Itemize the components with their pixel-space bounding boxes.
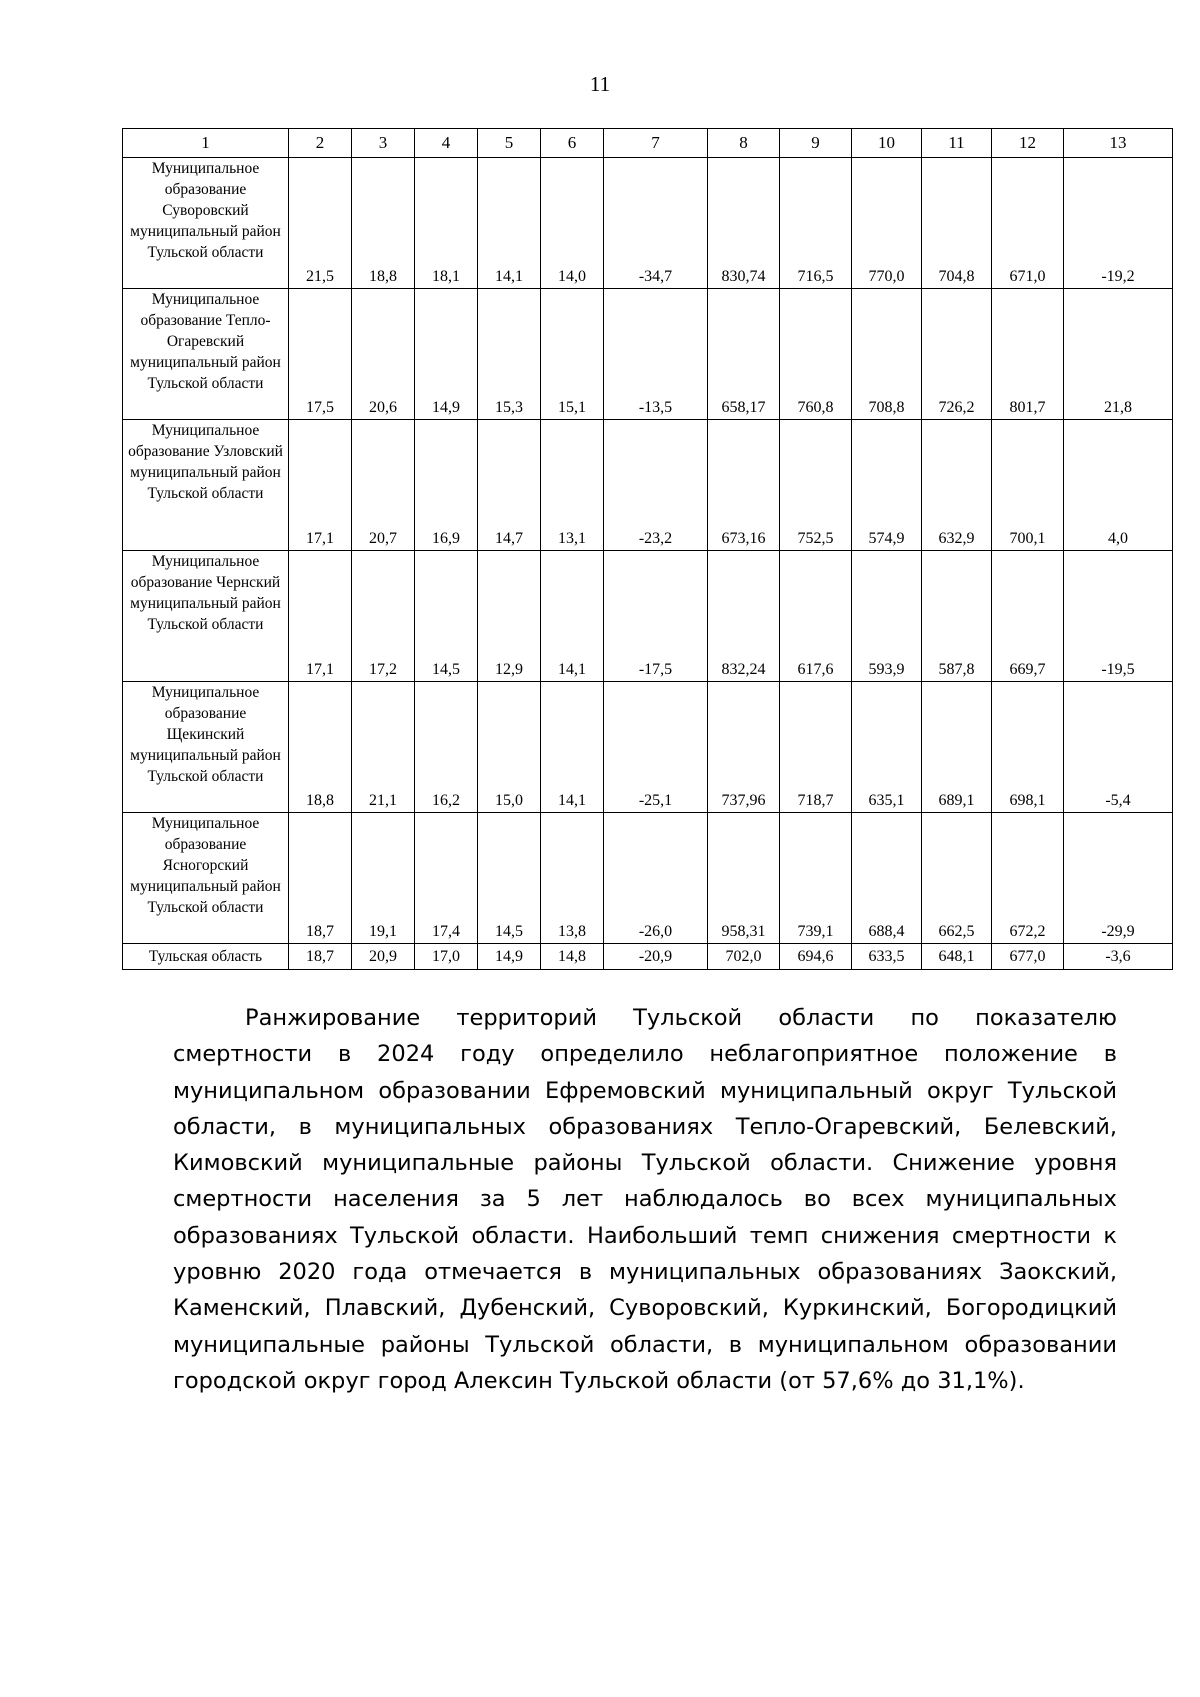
table-cell: -5,4 bbox=[1064, 682, 1173, 813]
table-cell: 677,0 bbox=[992, 944, 1064, 970]
table-cell: 700,1 bbox=[992, 420, 1064, 551]
territory-name: Муниципальное образование Щекинский муниципальный район Тульской области bbox=[123, 682, 289, 813]
table-cell: 16,2 bbox=[415, 682, 478, 813]
table-total-row bbox=[123, 944, 1173, 970]
header-row bbox=[123, 129, 1173, 158]
territory-name: Муниципальное образование Суворовский муниципальный район Тульской области bbox=[123, 158, 289, 289]
table-cell: 760,8 bbox=[780, 289, 852, 420]
table-cell: 617,6 bbox=[780, 551, 852, 682]
column-header: 7 bbox=[604, 129, 708, 158]
table-cell: 648,1 bbox=[922, 944, 992, 970]
table-cell: 704,8 bbox=[922, 158, 992, 289]
table-cell: 832,24 bbox=[708, 551, 780, 682]
table-body bbox=[123, 158, 1173, 970]
table-cell: 18,7 bbox=[289, 813, 352, 944]
table-cell: 17,4 bbox=[415, 813, 478, 944]
table-cell: 739,1 bbox=[780, 813, 852, 944]
column-header: 1 bbox=[123, 129, 289, 158]
table-cell: 20,6 bbox=[352, 289, 415, 420]
column-header: 9 bbox=[780, 129, 852, 158]
column-header: 4 bbox=[415, 129, 478, 158]
table-cell: 737,96 bbox=[708, 682, 780, 813]
table-cell: 17,2 bbox=[352, 551, 415, 682]
table-cell: 587,8 bbox=[922, 551, 992, 682]
table-cell: 17,0 bbox=[415, 944, 478, 970]
table-cell: 633,5 bbox=[852, 944, 922, 970]
table-header bbox=[123, 129, 1173, 158]
table-cell: 15,0 bbox=[478, 682, 541, 813]
column-header: 10 bbox=[852, 129, 922, 158]
territory-name: Муниципальное образование Ясногорский муниципальный район Тульской области bbox=[123, 813, 289, 944]
table-row bbox=[123, 551, 1173, 682]
table-cell: 635,1 bbox=[852, 682, 922, 813]
table-cell: -19,5 bbox=[1064, 551, 1173, 682]
table-cell: 14,7 bbox=[478, 420, 541, 551]
table-cell: 673,16 bbox=[708, 420, 780, 551]
table-cell: 14,1 bbox=[541, 682, 604, 813]
table-cell: 726,2 bbox=[922, 289, 992, 420]
table-cell: 14,1 bbox=[478, 158, 541, 289]
table-cell: 718,7 bbox=[780, 682, 852, 813]
table-cell: 688,4 bbox=[852, 813, 922, 944]
column-header: 3 bbox=[352, 129, 415, 158]
table-cell: 21,1 bbox=[352, 682, 415, 813]
table-cell: 574,9 bbox=[852, 420, 922, 551]
table-cell: -3,6 bbox=[1064, 944, 1173, 970]
table-row bbox=[123, 813, 1173, 944]
column-header: 8 bbox=[708, 129, 780, 158]
table-cell: 18,8 bbox=[352, 158, 415, 289]
territory-name: Муниципальное образование Узловский муниципальный район Тульской области bbox=[123, 420, 289, 551]
column-header: 12 bbox=[992, 129, 1064, 158]
table-cell: -17,5 bbox=[604, 551, 708, 682]
table-cell: 13,1 bbox=[541, 420, 604, 551]
table-cell: 18,1 bbox=[415, 158, 478, 289]
table-row bbox=[123, 289, 1173, 420]
body-paragraph: Ранжирование территорий Тульской области по показателю смертности в 2024 году определило неблагоприятное положение в муниципальном образовании Ефремовский муниципальный округ Тульской области, в муниципальных образованиях Тепло-Огаревский, Белевский, Кимовский муниципальные районы Тульской области. Снижение уровня смертности населения за 5 лет наблюдалось во всех муниципальных образованиях Тульской области. Наибольший темп снижения смертности к уровню 2020 года отмечается в муниципальных образованиях Заокский, Каменский, Плавский, Дубенский, Суворовский, Куркинский, Богородицкий муниципальные районы Тульской области, в муниципальном образовании городской округ город Алексин Тульской области (от 57,6% до 31,1%). bbox=[173, 1005, 1117, 1394]
table-cell: 17,1 bbox=[289, 551, 352, 682]
table-cell: 15,3 bbox=[478, 289, 541, 420]
table-cell: -13,5 bbox=[604, 289, 708, 420]
territory-name: Муниципальное образование Чернский муниципальный район Тульской области bbox=[123, 551, 289, 682]
table-cell: 658,17 bbox=[708, 289, 780, 420]
table-row bbox=[123, 682, 1173, 813]
table-cell: -26,0 bbox=[604, 813, 708, 944]
table-row bbox=[123, 158, 1173, 289]
mortality-table bbox=[122, 128, 1173, 970]
table-cell: 698,1 bbox=[992, 682, 1064, 813]
table-cell: 18,7 bbox=[289, 944, 352, 970]
table-cell: 21,8 bbox=[1064, 289, 1173, 420]
table-cell: 830,74 bbox=[708, 158, 780, 289]
territory-name: Муниципальное образование Тепло-Огаревский муниципальный район Тульской области bbox=[123, 289, 289, 420]
table-cell: 770,0 bbox=[852, 158, 922, 289]
table-cell: 14,1 bbox=[541, 551, 604, 682]
table-cell: 689,1 bbox=[922, 682, 992, 813]
table-cell: -34,7 bbox=[604, 158, 708, 289]
table-cell: -20,9 bbox=[604, 944, 708, 970]
table-cell: 17,1 bbox=[289, 420, 352, 551]
territory-name: Тульская область bbox=[123, 944, 289, 970]
table-cell: 708,8 bbox=[852, 289, 922, 420]
table-cell: 694,6 bbox=[780, 944, 852, 970]
table-cell: 716,5 bbox=[780, 158, 852, 289]
column-header: 2 bbox=[289, 129, 352, 158]
table-cell: 672,2 bbox=[992, 813, 1064, 944]
table-cell: 16,9 bbox=[415, 420, 478, 551]
table-row bbox=[123, 420, 1173, 551]
table-cell: 702,0 bbox=[708, 944, 780, 970]
table-cell: 752,5 bbox=[780, 420, 852, 551]
table-cell: 632,9 bbox=[922, 420, 992, 551]
table-cell: -25,1 bbox=[604, 682, 708, 813]
table-cell: 14,0 bbox=[541, 158, 604, 289]
table-cell: 662,5 bbox=[922, 813, 992, 944]
table-cell: 12,9 bbox=[478, 551, 541, 682]
table-cell: 14,8 bbox=[541, 944, 604, 970]
table-cell: 13,8 bbox=[541, 813, 604, 944]
column-header: 6 bbox=[541, 129, 604, 158]
table-cell: 20,7 bbox=[352, 420, 415, 551]
column-header: 11 bbox=[922, 129, 992, 158]
table-cell: 4,0 bbox=[1064, 420, 1173, 551]
table-cell: -23,2 bbox=[604, 420, 708, 551]
table-cell: 958,31 bbox=[708, 813, 780, 944]
table-cell: 17,5 bbox=[289, 289, 352, 420]
table-cell: 14,9 bbox=[478, 944, 541, 970]
table-cell: 14,5 bbox=[478, 813, 541, 944]
table-cell: -29,9 bbox=[1064, 813, 1173, 944]
table-cell: 671,0 bbox=[992, 158, 1064, 289]
table-cell: 18,8 bbox=[289, 682, 352, 813]
table-cell: 19,1 bbox=[352, 813, 415, 944]
table-cell: 20,9 bbox=[352, 944, 415, 970]
table-cell: 15,1 bbox=[541, 289, 604, 420]
table-cell: 669,7 bbox=[992, 551, 1064, 682]
table-cell: 593,9 bbox=[852, 551, 922, 682]
table-cell: 14,5 bbox=[415, 551, 478, 682]
column-header: 13 bbox=[1064, 129, 1173, 158]
table-cell: 801,7 bbox=[992, 289, 1064, 420]
page-number: 11 bbox=[589, 72, 611, 96]
table-cell: 21,5 bbox=[289, 158, 352, 289]
table-cell: 14,9 bbox=[415, 289, 478, 420]
column-header: 5 bbox=[478, 129, 541, 158]
table-cell: -19,2 bbox=[1064, 158, 1173, 289]
